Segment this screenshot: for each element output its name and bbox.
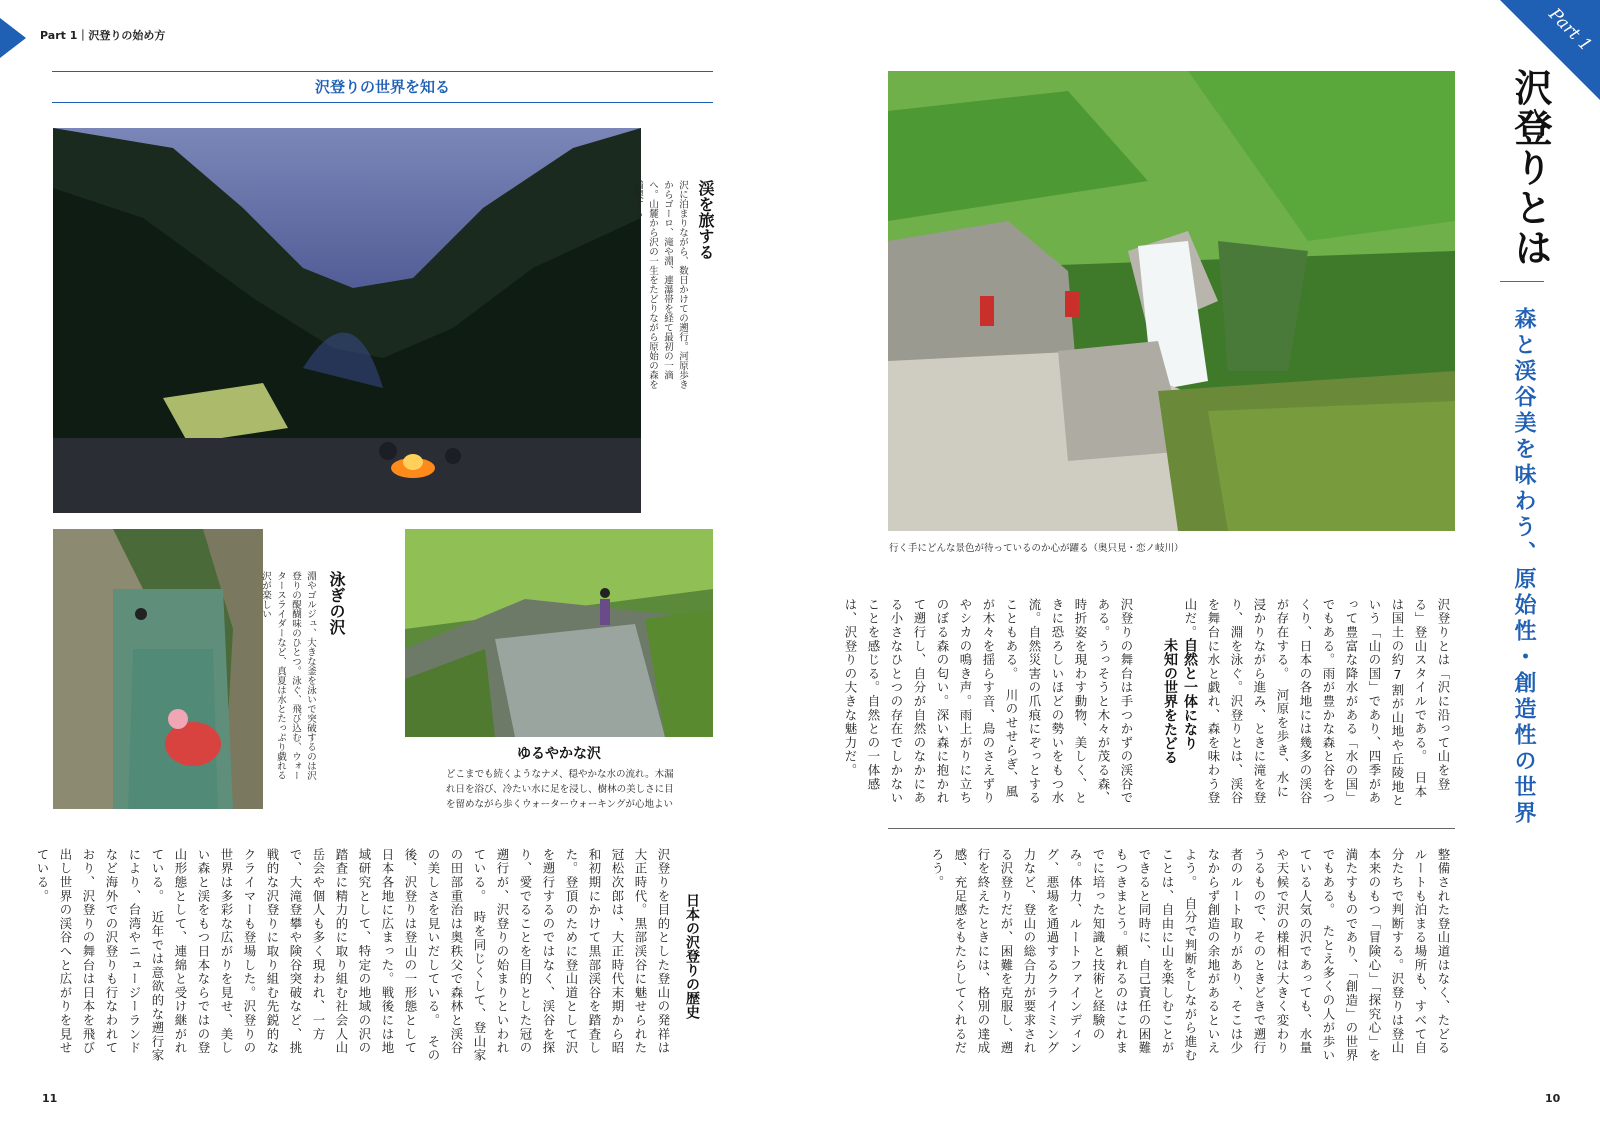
chapter-subtitle: 森と渓谷美を味わう、原始性・創造性の世界 bbox=[1511, 307, 1536, 827]
caption-title-1: 渓を旅する bbox=[696, 180, 715, 260]
sub-heading-line1: 自然と一体になり bbox=[1182, 638, 1198, 750]
lower-text: 整備された登山道はなく、たどるルートも泊まる場所も、すべて自分たちで判断する。沢登りは登山本来のもつ「冒険心」「探究心」を満たすものであり、「創造」の世界でもある。 たとえ多くの人が歩いている人気の沢であっても、水量や天候で沢の様相は大きく変わりうるもので、そのときどきで遡行者のルート取りがあり、そこは少なからず創造の余地があるといえよう。 自分で判断をしながら進むことは、自由に山を楽しむことができると同時に、自己責任の困難もつきまとう。頼れるのはこれまでに培った知識と技術と経験のみ。体力、ルートファインディング、悪場を通過するクライミング力など、登山の総合力が要求される沢登りだが、困難を克服し、遡行を終えたときには、格別の達成感、充足感をもたらしてくれるだろう。 bbox=[930, 848, 1451, 1063]
column-divider bbox=[888, 828, 1455, 829]
history-heading: 日本の沢登りの歴史 bbox=[684, 893, 700, 1019]
caption-title-2: 泳ぎの沢 bbox=[327, 571, 346, 635]
caption-body-3-line: どこまでも続くようなナメ、穏やかな水の流れ。木漏 bbox=[446, 769, 674, 780]
photo-caption: 行く手にどんな景色が待っているのか心が躍る（奥只見・恋ノ岐川） bbox=[889, 543, 1184, 554]
photo-waterfall-gorge bbox=[888, 71, 1455, 531]
photo-swimming-stream bbox=[53, 529, 263, 809]
nature-text: 沢登りの舞台は手つかずの渓谷である。うっそうと木々が茂る森、時折姿を現わす動物、美しく、ときに恐ろしいほどの勢いをもつ水流。自然災害の爪痕にぞっとすることもある。 川のせせらぎ、風が木々を揺らす音、鳥のさえずりやシカの鳴き声。雨上がりに立ちのぼる森の匂い。深い森に抱かれて遡行し、自分が自然のなかにある小さなひとつの存在でしかないことを感じる。自然との一体感は、沢登りの大きな魅力だ。 bbox=[843, 598, 1134, 805]
sub-heading-line2: 未知の世界をたどる bbox=[1162, 638, 1178, 764]
caption-body-2: 淵やゴルジュ、大きな釜を泳いで突破するのは沢登りの醍醐味のひとつ。泳ぐ、飛び込む、ウォータースライダーなど、真夏は水とたっぷり戯れる沢が楽しい bbox=[260, 571, 316, 780]
page-number-left: 11 bbox=[42, 1092, 58, 1105]
caption-body-3-line: れ日を浴び、冷たい水に足を浸し、樹林の美しさに目 bbox=[446, 784, 674, 795]
photo-gentle-stream bbox=[405, 529, 713, 737]
caption-body-1: 沢に泊まりながら、数日かけての遡行。河原歩きからゴーロ、滝や淵、連瀑帯を経て最初の一滴へ。山麓から沢の一生をたどりながら原始の森を満喫する bbox=[632, 180, 688, 389]
chapter-title: 沢登りとは bbox=[1508, 68, 1553, 268]
caption-body-3-line: を留めながら歩くウォーターウォーキングが心地よい bbox=[446, 799, 673, 810]
page-number-right: 10 bbox=[1545, 1092, 1561, 1105]
part-corner-marker-left bbox=[0, 18, 26, 58]
caption-body-3 bbox=[446, 767, 716, 812]
part-badge-text: Part 1 bbox=[1544, 4, 1596, 56]
sub-heading bbox=[1152, 638, 1200, 764]
running-header: Part 1｜沢登りの始め方 bbox=[40, 29, 166, 42]
photo-camp-at-dusk bbox=[53, 128, 641, 513]
section-title: 沢登りの世界を知る bbox=[314, 78, 450, 96]
intro-text: 沢登りとは「沢に沿って山を登る」登山スタイルである。 日本は国土の約7割が山地や丘陵地という「山の国」であり、四季があって豊富な降水がある「水の国」でもある。雨が豊かな森と谷をつくり、日本の各地には幾多の渓谷が存在する。 河原を歩き、水に浸かりながら進み、ときに滝を登り、淵を泳ぐ。沢登りとは、渓谷を舞台に水と戯れ、森を味わう登山だ。 bbox=[1183, 598, 1451, 808]
title-divider bbox=[1500, 281, 1544, 282]
caption-title-3: ゆるやかな沢 bbox=[517, 746, 601, 762]
section-title-band bbox=[52, 71, 713, 103]
history-text: 沢登りを目的とした登山の発祥は大正時代。黒部渓谷に魅せられた冠松次郎は、大正時代末期から昭和初期にかけて黒部渓谷を踏査した。登頂のために登山道として沢を遡行するのではなく、渓谷を探り、愛でることを目的とした冠の遡行が、沢登りの始まりといわれている。 時を同じくして、登山家の田部重治は奥秩父で森林と渓谷の美しさを見いだしている。 その後、沢登りは登山の一形態として日本各地に広まった。戦後には地域研究として、特定の地域の沢の踏査に精力的に取り組む社会人山岳会や個人も多く現われ、一方で、大滝登攀や険谷突破など、挑戦的な沢登りに取り組む先鋭的なクライマーも登場した。沢登りの世界は多彩な広がりを見せ、美しい森と渓をもつ日本ならではの登山形態として、連綿と受け継がれている。 近年では意欲的な遡行家により、台湾やニュージーランドなど海外での沢登りも行なわれており、沢登りの舞台は日本を飛び出し世界の渓谷へと広がりを見せている。 bbox=[35, 848, 671, 1063]
